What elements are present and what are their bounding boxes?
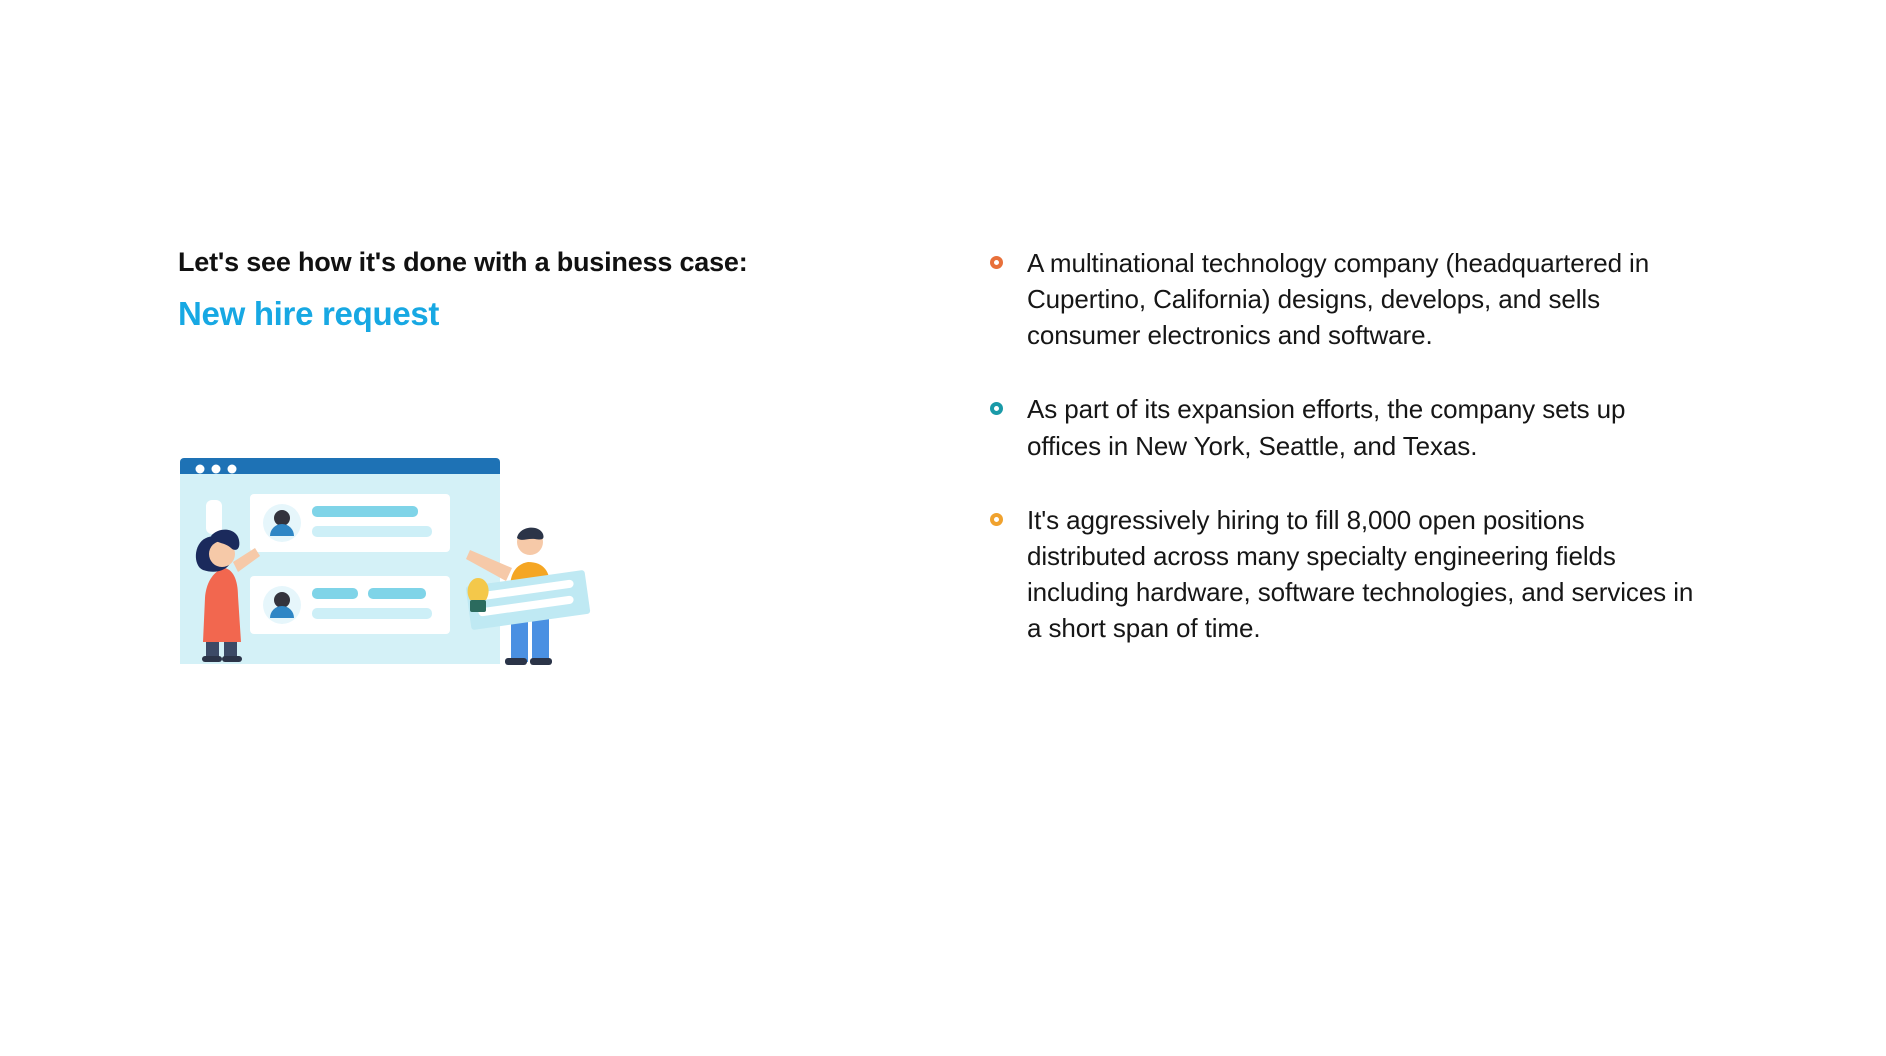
- page-title: Let's see how it's done with a business case:: [178, 247, 748, 277]
- hr-hiring-dashboard-illustration: [178, 450, 618, 720]
- bullet-dot-icon: [990, 513, 1003, 526]
- list-item-text: It's aggressively hiring to fill 8,000 open positions distributed across many specialty engineering fields including hardware, software technologies, and services in a short span of time.: [1027, 504, 1694, 643]
- list-item-text: A multinational technology company (headquartered in Cupertino, California) designs, develops, and sells consumer electronics and software.: [1027, 248, 1650, 351]
- page-subtitle: New hire request: [178, 294, 440, 332]
- bullet-dot-icon: [990, 256, 1003, 269]
- list-item: [990, 245, 1700, 353]
- list-item: [990, 391, 1700, 463]
- bullet-list: [990, 245, 1700, 646]
- list-item-text: As part of its expansion efforts, the company sets up offices in New York, Seattle, and Texas.: [1027, 394, 1626, 461]
- list-item: [990, 502, 1700, 647]
- bullet-dot-icon: [990, 402, 1003, 415]
- left-text-block: [178, 245, 798, 333]
